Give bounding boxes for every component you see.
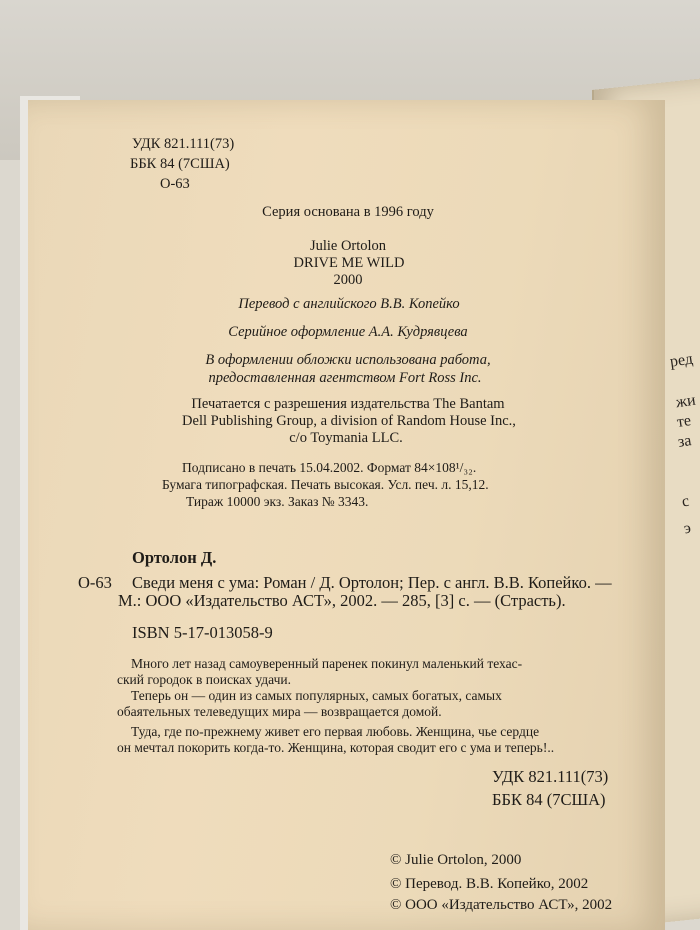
original-year: 2000 xyxy=(333,272,363,288)
imprint-line2: Бумага типографская. Печать высокая. Усл. печ. л. 15,12. xyxy=(162,477,489,492)
right-page-text: ред xyxy=(668,350,695,371)
right-page-text: жи xyxy=(674,391,697,412)
annotation-line: обаятельных телеведущих мира — возвращается домой. xyxy=(117,704,442,719)
catalog-publisher-line: М.: ООО «Издательство АСТ», 2002. — 285, [3] с. — (Страсть). xyxy=(118,591,566,610)
udk-code: УДК 821.111(73) xyxy=(132,136,235,152)
catalog-title-line: Сведи меня с ума: Роман / Д. Ортолон; Пер. с англ. В.В. Копейко. — xyxy=(132,573,612,592)
design-credit: Серийное оформление А.А. Кудрявцева xyxy=(228,324,468,340)
isbn: ISBN 5-17-013058-9 xyxy=(132,623,273,642)
imprint-line3: Тираж 10000 экз. Заказ № 3343. xyxy=(186,494,369,509)
annotation-line: Много лет назад самоуверенный паренек покинул маленький техас- xyxy=(131,656,523,671)
bbk-code: ББК 84 (7США) xyxy=(130,156,230,172)
right-page-text: э xyxy=(682,519,692,538)
series-note: Серия основана в 1996 году xyxy=(262,204,434,220)
permission-line3: c/o Toymania LLC. xyxy=(289,430,403,446)
annotation-line: ский городок в поисках удачи. xyxy=(117,672,292,687)
permission-line2: Dell Publishing Group, a division of Random House Inc., xyxy=(182,413,516,429)
cover-credit-line1: В оформлении обложки использована работа, xyxy=(205,352,491,368)
copyright-author: © Julie Ortolon, 2000 xyxy=(390,852,522,868)
udk-code-bottom: УДК 821.111(73) xyxy=(492,767,609,786)
catalog-code: О-63 xyxy=(78,573,112,592)
cover-credit-line2: предоставленная агентством Fort Ross Inc. xyxy=(208,370,482,386)
original-author: Julie Ortolon xyxy=(309,238,387,254)
right-page-text: те xyxy=(675,412,693,431)
annotation-line: Туда, где по-прежнему живет его первая любовь. Женщина, чье сердце xyxy=(131,724,540,739)
author-mark: О-63 xyxy=(160,176,190,192)
right-page-text: за xyxy=(676,432,693,451)
annotation-line: Теперь он — один из самых популярных, самых богатых, самых xyxy=(131,688,502,703)
imprint-line1: Подписано в печать 15.04.2002. Формат 84×108¹/₃₂. xyxy=(182,460,477,475)
original-title: DRIVE ME WILD xyxy=(293,255,405,271)
copyright-translation: © Перевод. В.В. Копейко, 2002 xyxy=(390,876,589,892)
catalog-author: Ортолон Д. xyxy=(132,548,217,567)
annotation-line: он мечтал покорить когда-то. Женщина, которая сводит его с ума и теперь!.. xyxy=(117,740,555,755)
bbk-code-bottom: ББК 84 (7США) xyxy=(492,790,606,809)
copyright-publisher: © ООО «Издательство АСТ», 2002 xyxy=(390,897,613,913)
permission-line1: Печатается с разрешения издательства The Bantam xyxy=(191,396,505,412)
translation-credit: Перевод с английского В.В. Копейко xyxy=(238,296,460,312)
right-page-text: с xyxy=(680,492,691,511)
